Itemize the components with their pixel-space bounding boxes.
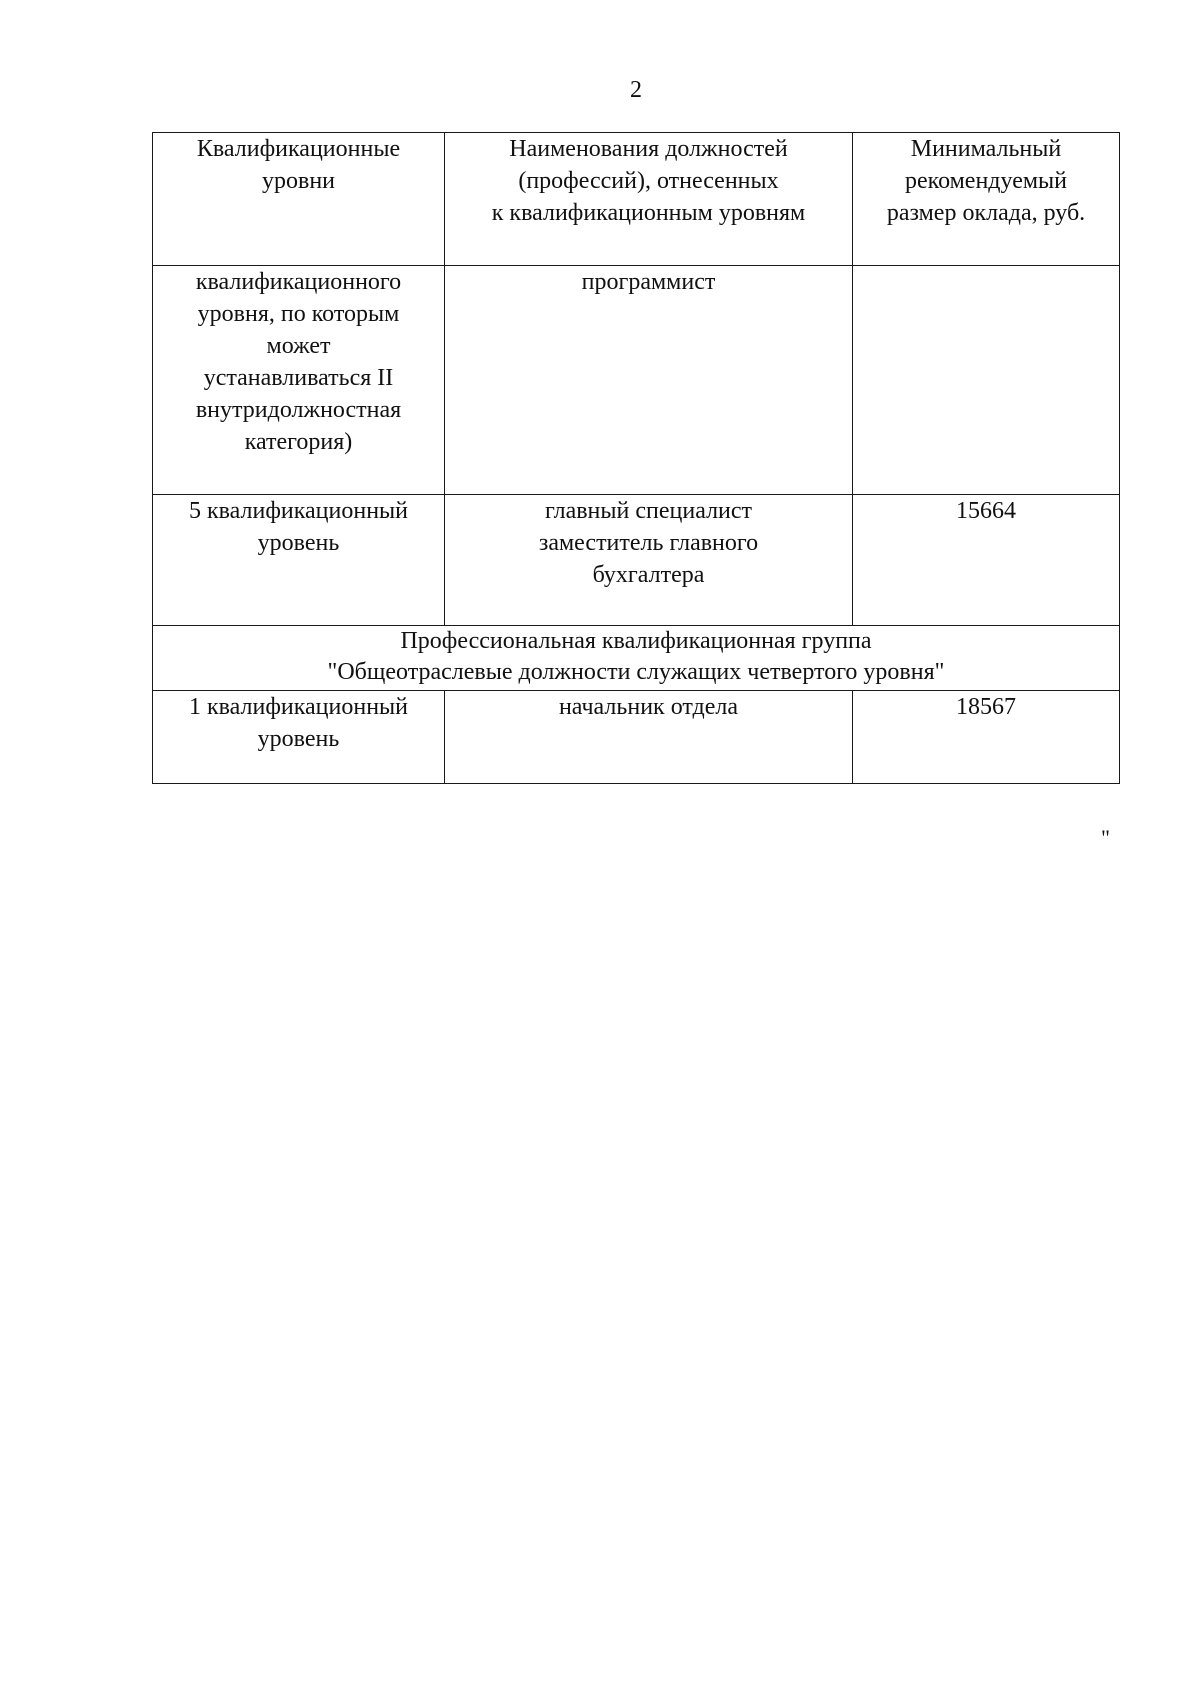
salary-cell: 15664 [853, 495, 1120, 626]
qualification-level-cell: 5 квалификационный уровень [153, 495, 445, 626]
salary-cell: 18567 [853, 691, 1120, 784]
qualification-level-cell: 1 квалификационный уровень [153, 691, 445, 784]
closing-quote-mark: " [1101, 825, 1110, 850]
position-name-cell: программист [445, 266, 853, 495]
header-qualification-levels: Квалификационные уровни [153, 133, 445, 266]
qualification-salary-table [152, 132, 1120, 784]
table-row [153, 266, 1120, 495]
professional-group-title: Профессиональная квалификационная группа "Общеотраслевые должности служащих четвертого уровня" [153, 626, 1120, 691]
table-header-row [153, 133, 1120, 266]
qualification-level-cell: квалификационного уровня, по которым может устанавливаться II внутридолжностная категория) [153, 266, 445, 495]
page-number: 2 [630, 77, 642, 103]
header-min-salary: Минимальный рекомендуемый размер оклада, руб. [853, 133, 1120, 266]
position-name-cell: начальник отдела [445, 691, 853, 784]
header-position-names: Наименования должностей (профессий), отнесенных к квалификационным уровням [445, 133, 853, 266]
table-row [153, 495, 1120, 626]
table-row [153, 691, 1120, 784]
group-heading-row [153, 626, 1120, 691]
salary-cell [853, 266, 1120, 495]
position-name-cell: главный специалист заместитель главного бухгалтера [445, 495, 853, 626]
